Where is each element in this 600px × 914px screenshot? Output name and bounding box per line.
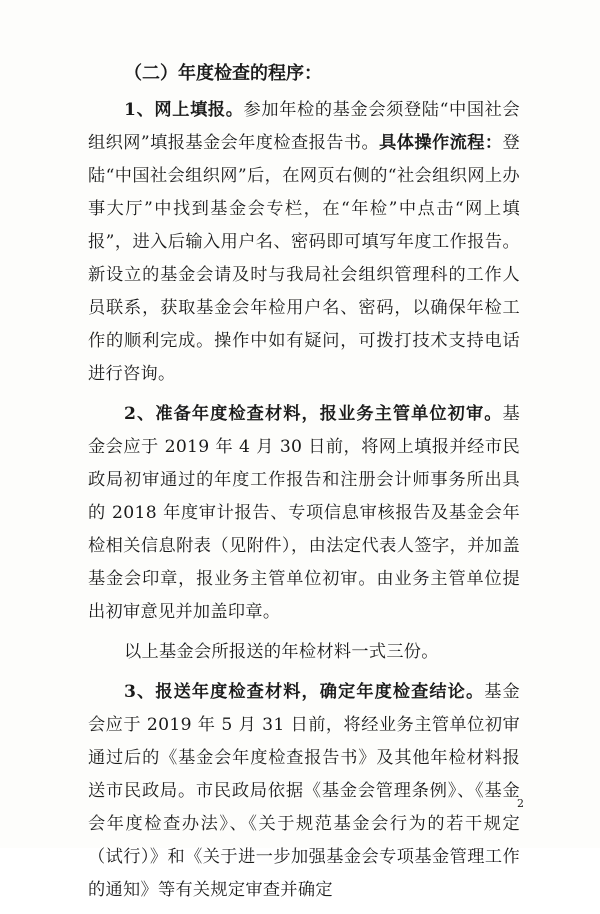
document-body	[88, 58, 520, 914]
paragraph-submit-materials	[88, 676, 520, 907]
section-heading: （二）年度检查的程序：	[124, 63, 322, 84]
step-1-text: 参加年检的基金会须登陆“中国社会组织网”填报基金会年度检查报告书。	[88, 100, 520, 153]
copies-note-text: 以上基金会所报送的年检材料一式三份。	[124, 642, 439, 662]
step-3-text: 基金会应于 2019 年 5 月 31 日前，将经业务主管单位初审通过后的《基金会年度检查报告书》及其他年检材料报送市民政局。市民政局依据《基金会管理条例》、《基金会年度检查办法》、《关于规范基金会行为的若干规定（试行）》和《关于进一步加强基金会专项基金管理工作的通知》等有关规定审查并确定	[88, 682, 520, 900]
step-2-title: 2、准备年度检查材料，报业务主管单位初审。	[124, 404, 503, 424]
paragraph-online-filing	[88, 94, 520, 391]
paragraph-copies-note	[88, 636, 520, 669]
step-1-procedure-label: 具体操作流程：	[379, 133, 503, 153]
step-2-text: 基金会应于 2019 年 4 月 30 日前，将网上填报并经市民政局初审通过的年度工作报告和注册会计师事务所出具的 2018 年度审计报告、专项信息审核报告及基金会年检相关信息附表（见附件），由法定代表人签字，并加盖基金会印章，报业务主管单位初审。由业务主管单位提出初审意见并加盖印章。	[88, 404, 520, 622]
step-1-title: 1、网上填报。	[124, 100, 244, 120]
paragraph-prepare-materials	[88, 398, 520, 629]
step-1-procedure-text: 登陆“中国社会组织网”后，在网页右侧的“社会组织网上办事大厅”中找到基金会专栏，在“年检”中点击“网上填报”，进入后输入用户名、密码即可填写年度工作报告。新设立的基金会请及时与我局社会组织管理科的工作人员联系，获取基金会年检用户名、密码，以确保年检工作的顺利完成。操作中如有疑问，可拨打技术支持电话进行咨询。	[88, 133, 520, 384]
page-number: 2	[517, 797, 524, 810]
step-3-title: 3、报送年度检查材料，确定年度检查结论。	[124, 682, 485, 702]
